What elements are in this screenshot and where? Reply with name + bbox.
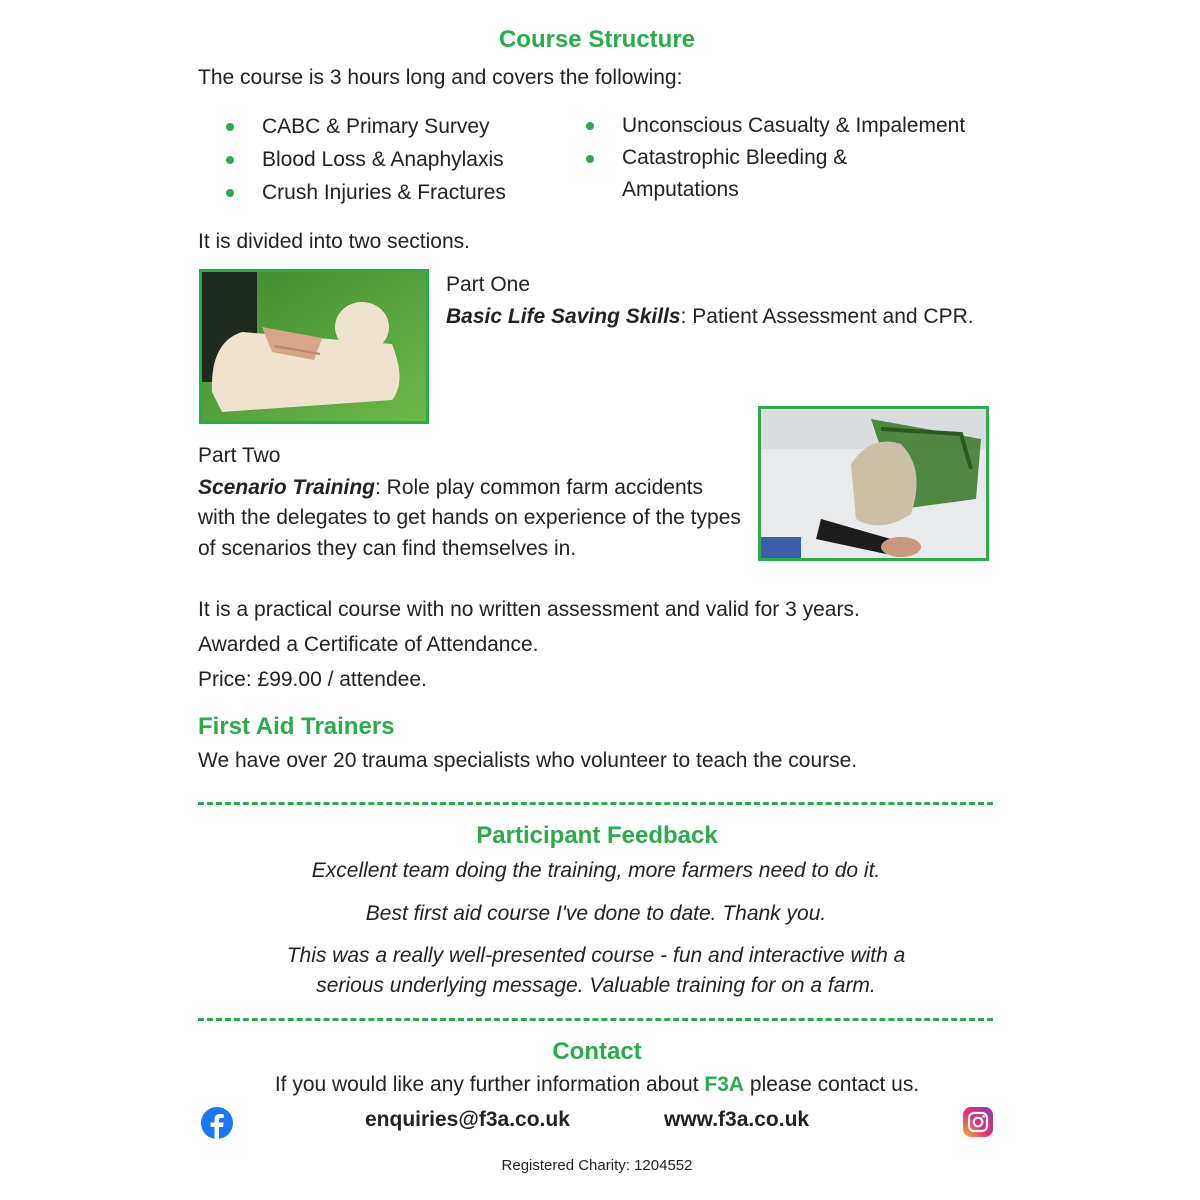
divided-text: It is divided into two sections. [198, 230, 470, 253]
feedback-quote: This was a really well-presented course - fun and interactive with a serious underlying message. Valuable training for on a farm. [286, 944, 906, 998]
contact-text: If you would like any further information about F3A please contact us. [274, 1073, 920, 1096]
part-one-text: : Patient Assessment and CPR. [680, 305, 974, 328]
certificate-text: Awarded a Certificate of Attendance. [198, 633, 539, 656]
course-structure-heading: Course Structure [498, 26, 696, 53]
feedback-quote: Excellent team doing the training, more farmers need to do it. [311, 859, 881, 882]
facebook-icon[interactable] [200, 1106, 234, 1140]
course-details [198, 592, 860, 697]
list-item: Unconscious Casualty & Impalement [558, 109, 998, 142]
list-item: Crush Injuries & Fractures [198, 176, 558, 209]
brand-name: F3A [704, 1073, 745, 1096]
part-two-description [198, 473, 743, 564]
topics-left-list [198, 110, 558, 209]
list-item: CABC & Primary Survey [198, 110, 558, 143]
part-one-title: Basic Life Saving Skills [446, 305, 681, 328]
cpr-training-photo [199, 269, 429, 424]
trainers-text: We have over 20 trauma specialists who volunteer to teach the course. [198, 749, 858, 772]
divider [198, 802, 993, 805]
part-two-heading: Part Two [198, 444, 281, 467]
course-intro: The course is 3 hours long and covers the following: [198, 66, 683, 89]
registered-charity: Registered Charity: 1204552 [501, 1157, 693, 1174]
scenario-training-image [761, 409, 986, 558]
scenario-training-photo [758, 406, 989, 561]
instagram-icon[interactable] [962, 1106, 994, 1138]
topics-right-list [558, 109, 998, 206]
part-two-title: Scenario Training [198, 476, 375, 499]
contact-email-link[interactable]: enquiries@f3a.co.uk [365, 1108, 570, 1131]
part-two-text: : Role play common farm accidents with the delegates to get hands on experience of the types of scenarios they can find themselves in. [198, 476, 741, 560]
feedback-quote: Best first aid course I've done to date. Thank you. [365, 902, 827, 925]
bullet-icon [586, 122, 594, 130]
divider [198, 1018, 993, 1021]
bullet-icon [226, 123, 234, 131]
bullet-icon [586, 155, 594, 163]
list-item: Catastrophic Bleeding & Amputations [558, 142, 922, 206]
trainers-heading: First Aid Trainers [198, 713, 395, 740]
price-text: Price: £99.00 / attendee. [198, 668, 427, 691]
list-item: Blood Loss & Anaphylaxis [198, 143, 558, 176]
website-link[interactable]: www.f3a.co.uk [664, 1108, 810, 1131]
bullet-icon [226, 189, 234, 197]
part-one-heading: Part One [446, 273, 531, 296]
bullet-icon [226, 156, 234, 164]
feedback-heading: Participant Feedback [476, 822, 718, 849]
part-one-description [446, 302, 974, 332]
cpr-manikin-image [202, 272, 426, 421]
contact-heading: Contact [552, 1038, 642, 1065]
practical-text: It is a practical course with no written assessment and valid for 3 years. [198, 598, 860, 621]
